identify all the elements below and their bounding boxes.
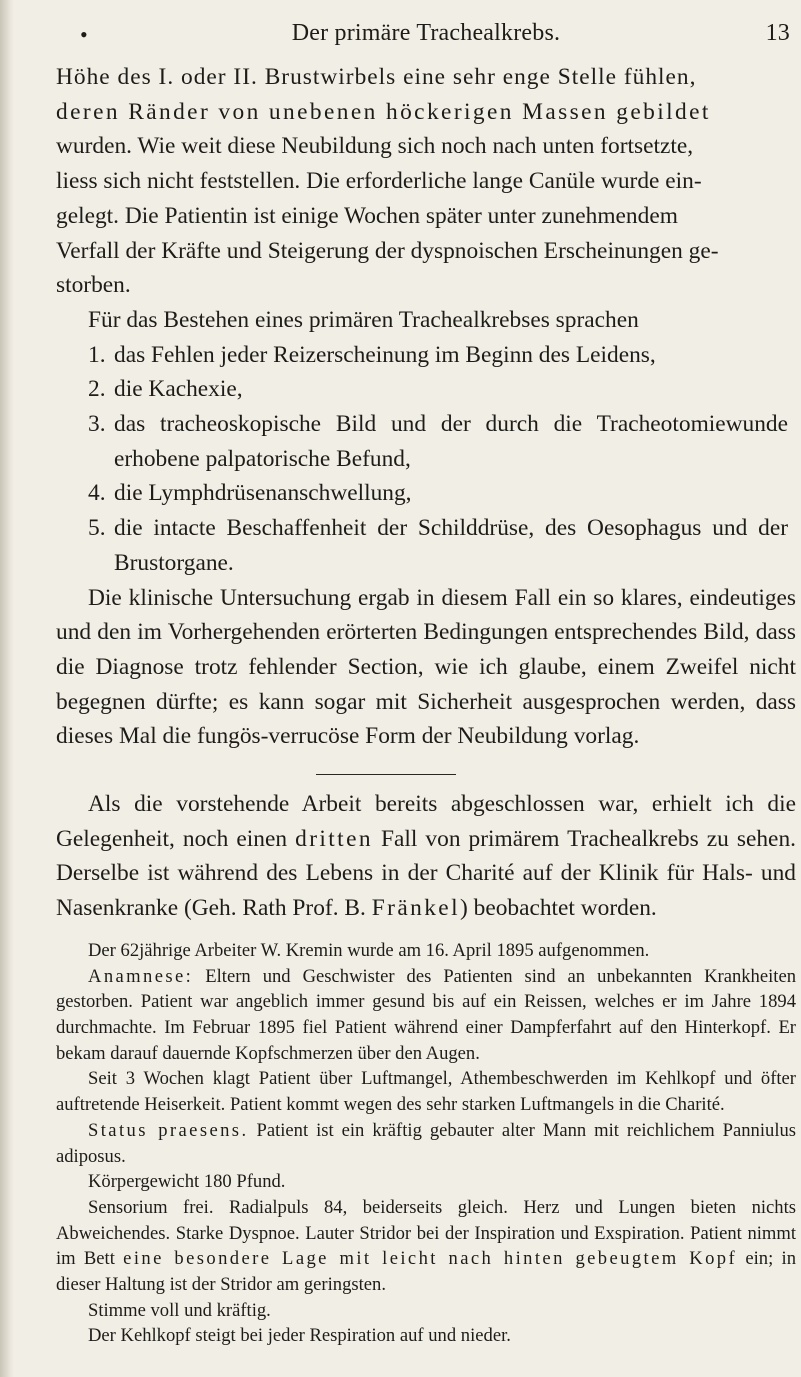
third-case-paragraph [56, 787, 796, 926]
sensorium-paragraph [56, 1195, 796, 1298]
book-page [56, 18, 796, 1349]
list-item [56, 511, 796, 580]
list-text: das Fehlen jeder Reizerscheinung im Beginn des Leidens, [114, 341, 656, 368]
text-run: Sensorium frei. Radialpuls 84, beiderseits gleich. Herz und Lungen bieten nichts Abweichendes. Starke Dyspnoe. Lauter Stridor bei der Inspiration und Exspiration. Patient nimmt im Bett [56, 1196, 796, 1270]
section-divider [316, 774, 456, 775]
list-text: die Kachexie, [114, 376, 243, 403]
status-text: Patient ist ein kräftig gebauter alter Mann mit reichlichem Panniulus adiposus. [56, 1119, 797, 1167]
conclusion-paragraph: Die klinische Untersuchung ergab in diesem Fall ein so klares, eindeutiges und den im Vorhergehenden erörterten Bedingungen entsprechendes Bild, dass die Diagnose trotz fehlender Section, wie ich glaube, einem Zweifel nicht begegnen dürfte; es kann sogar mit Sicherheit ausgesprochen werden, dass dieses Mal die fungös-verrucöse Form der Neubildung vorlag. [56, 584, 796, 750]
list-intro: Für das Bestehen eines primären Trachealkrebses sprachen [88, 306, 639, 333]
text-run: Fall von primärem Trachealkrebs zu sehen. Derselbe ist während des Lebens in der Charité auf der Klinik für Hals- und Nasenkranke (Geh. Rath Prof. B. [56, 825, 796, 922]
list-number: 5. [88, 515, 106, 542]
paragraph-continuation [56, 60, 796, 303]
status-paragraph [56, 1118, 796, 1169]
criteria-list [56, 338, 796, 581]
list-text: die intacte Beschaffenheit der Schilddrüse, des Oesophagus und der Brustorgane. [114, 515, 788, 576]
text-run: ) beobachtet worden. [459, 895, 657, 922]
line-7: storben. [56, 272, 131, 299]
page-number: 13 [765, 20, 790, 46]
anamnese-label: Anamnese: [88, 965, 194, 987]
list-number: 4. [88, 480, 106, 507]
emphasis-dritten: dritten [295, 825, 373, 852]
anamnese-text: Eltern und Geschwister des Patienten sind an unbekannten Krankheiten gestorben. Patient war angeblich immer gesund bis auf ein Reissen, welches er im Jahre 1894 durchmachte. Im Februar 1895 fiel Patient während einer Dampferfahrt auf den Hinterkopf. Er bekam darauf dauernde Kopfschmerzen über den Augen. [56, 965, 796, 1064]
emphasis-fraenkel: Fränkel [371, 895, 460, 922]
list-item [56, 407, 796, 476]
case-report [56, 938, 796, 1349]
voice-line: Stimme voll und kräftig. [88, 1299, 271, 1321]
list-number: 2. [88, 376, 106, 403]
list-text: das tracheoskopische Bild und der durch die Tracheotomiewunde erhobene palpatorische Befund, [114, 411, 788, 472]
complaint-paragraph: Seit 3 Wochen klagt Patient über Luftmangel, Athembeschwerden im Kehlkopf und öfter auftretende Heiserkeit. Patient kommt wegen des sehr starken Luftmangels in die Charité. [56, 1068, 796, 1116]
text-run: Als die vorstehende Arbeit bereits abgeschlossen war, erhielt ich die Gelegenheit, noch einen [56, 791, 796, 852]
status-label: Status praesens. [88, 1119, 249, 1141]
third-case-intro [56, 787, 796, 926]
page-edge-shadow [0, 0, 14, 1377]
emphasis-position: eine besondere Lage mit leicht nach hinten gebeugtem Kopf [123, 1248, 738, 1270]
line-1: Höhe des I. oder II. Brustwirbels eine sehr enge Stelle fühlen, [56, 64, 697, 90]
list-text: die Lymphdrüsenanschwellung, [114, 480, 412, 507]
main-text [56, 60, 796, 754]
list-item [56, 476, 796, 511]
line-4: liess sich nicht feststellen. Die erforderliche lange Canüle wurde ein- [56, 168, 702, 195]
list-item [56, 338, 796, 373]
anamnese-paragraph [56, 964, 796, 1067]
line-5: gelegt. Die Patientin ist einige Wochen später unter zunehmendem [56, 202, 678, 229]
header-dot: • [80, 22, 88, 47]
text-run: ein; in dieser Haltung ist der Stridor am geringsten. [56, 1248, 797, 1296]
weight-line: Körpergewicht 180 Pfund. [88, 1171, 286, 1193]
running-title: Der primäre Trachealkrebs. [291, 20, 561, 46]
line-3: wurden. Wie weit diese Neubildung sich noch nach unten fortsetzte, [56, 133, 694, 160]
larynx-line: Der Kehlkopf steigt bei jeder Respiration auf und nieder. [88, 1325, 511, 1347]
line-2: deren Ränder von unebenen höckerigen Massen gebildet [56, 98, 711, 125]
running-header [56, 18, 796, 58]
list-number: 3. [88, 411, 106, 438]
list-item [56, 372, 796, 407]
list-number: 1. [88, 341, 106, 368]
line-6: Verfall der Kräfte und Steigerung der dyspnoischen Erscheinungen ge- [56, 237, 719, 264]
case-intro: Der 62jährige Arbeiter W. Kremin wurde am 16. April 1895 aufgenommen. [88, 939, 650, 961]
